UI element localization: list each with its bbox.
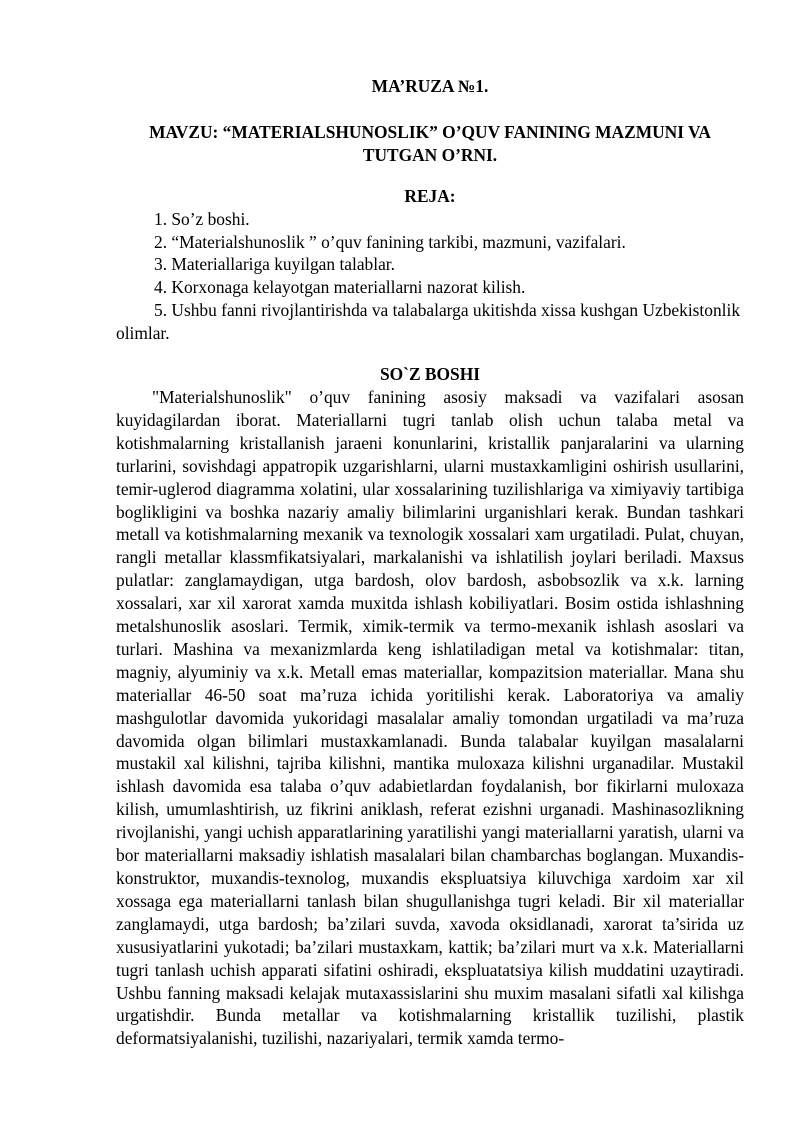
plan-item: 2. “Materialshunoslik ” o’quv fanining tarkibi, mazmuni, vazifalari. [154,231,626,252]
plan-item: 3. Materiallariga kuyilgan talablar. [154,254,395,275]
plan-list [116,208,744,345]
plan-item: 1. So’z boshi. [154,208,250,229]
lecture-number: MA’RUZA №1. [371,76,489,96]
plan-item: 4. Korxonaga kelayotgan materiallarni nazorat kilish. [154,277,526,298]
plan-title: REJA: [404,185,456,206]
body-paragraph: "Materialshunoslik" o’quv fanining asosiy maksadi va vazifalari asosan kuyidagilardan iborat. Materiallarni tugri tanlab olish uchun talaba metal va kotishmalarning kristallanish jaraeni konunlarini, kristallik panjaralarini va ularning turlarini, sovishdagi appatropik uzgarishlarni, ularni mustaxkamligini oshirish usullarini, temir-uglerod diagramma xolatini, ular xossalarining tuzilishlariga va ximiyaviy tartibiga boglikligini va boshka nazariy amaliy bilimlarini urganishlari kerak. Bundan tashkari metall va kotishmalarning mexanik va texnologik xossalari xam urgatiladi. Pulat, chuyan, rangli metallar klassmfikatsiyalari, markalanishi va ishlatilish joylari beriladi. Maxsus pulatlar: zanglamaydigan, utga bardosh, olov bardosh, asbobsozlik va x.k. larning xossalari, xar xil xarorat xamda muxitda ishlash kobiliyatlari. Bosim ostida ishlashning metalshunoslik asoslari. Termik, ximik-termik va termo-mexanik ishlash asoslari va turlari. Mashina va mexanizmlarda keng ishlatiladigan metal va kotishmalar: titan, magniy, alyuminiy va x.k. Metall emas materiallar, kompazitsion materiallar. Mana shu materiallar 46-50 soat ma’ruza ichida yoritilishi kerak. Laboratoriya va amaliy mashgulotlar davomida yukoridagi masalalar amaliy tomondan urgatiladi va ma’ruza davomida olgan bilimlari mustaxkamlanadi. Bunda talabalar kuyilgan masalalarni mustakil xal kilishni, tajriba kilishni, mantika muloxaza kilishni urganadilar. Mustakil ishlash davomida esa talaba o’quv adabietlardan foydalanish, bor fikirlarni muloxaza kilish, umumlashtirish, uz fikrini aniklash, referat ezishni urganadi. Mashinasozlikning rivojlanishi, yangi uchish apparatlarining yaratilishi yangi materiallarni yaratish, ularni va bor materiallarni maksadiy ishlatish masalalari bilan chambarchas boglangan. Muxandis-konstruktor, muxandis-texnolog, muxandis ekspluatsiya kiluvchiga xardoim xar xil xossaga ega materiallarni tanlash bilan shugullanishga tugri keladi. Bir xil materiallar zanglamaydi, utga bardosh; ba’zilari suvda, xavoda oksidlanadi, xarorat ta’sirida uz xususiyatlarini yukotadi; ba’zilari mustaxkam, kattik; ba’zilari murt va x.k. Materiallarni tugri tanlash uchish apparati sifatini oshiradi, ekspluatatsiya kilish muddatini uzaytiradi. Ushbu fanning maksadi kelajak mutaxassislarini shu muxim masalani sifatli xal kilishga urgatishdir. Bunda metallar va kotishmalarning kristallik tuzilishi, plastik deformatsiyalanishi, tuzilishi, nazariyalari, termik xamda termo- [116,386,744,1049]
plan-item: 5. Ushbu fanni rivojlantirishda va talabalarga ukitishda xissa kushgan Uzbekistonlik olimlar. [116,300,741,344]
topic-heading: MAVZU: “MATERIALSHUNOSLIK” O’QUV FANINING MAZMUNI VA TUTGAN O’RNI. [149,121,711,165]
section-title: SO`Z BOSHI [379,364,481,385]
